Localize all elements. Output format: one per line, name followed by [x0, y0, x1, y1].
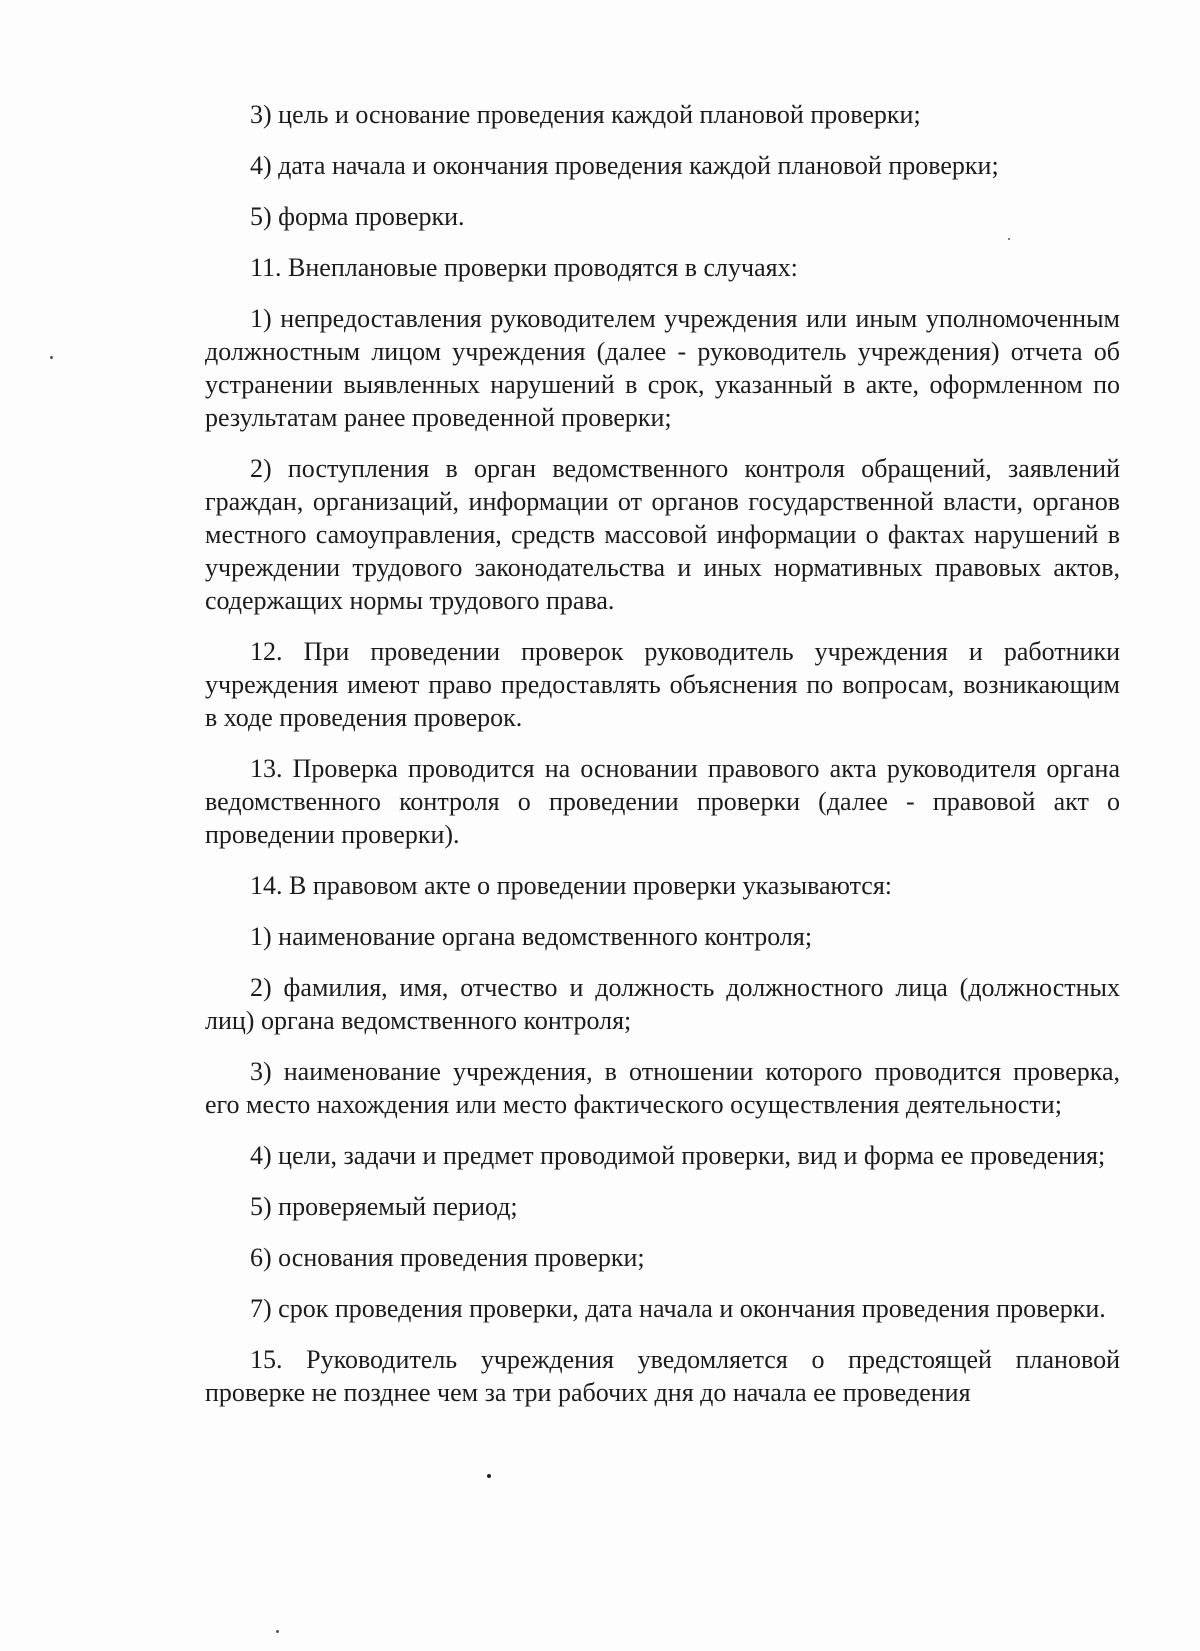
- paragraph-section-15: 15. Руководитель учреждения уведомляется о предстоящей плановой проверке не позднее чем за три рабочих дня до начала ее проведения: [205, 1345, 1120, 1407]
- paragraph-section-11-item-2: 2) поступления в орган ведомственного контроля обращений, заявлений граждан, организаций, информации от органов государственной власти, органов местного самоуправления, средств массовой информации о фактах нарушений в учреждении трудового законодательства и иных нормативных правовых актов, содержащих нормы трудового права.: [205, 454, 1120, 615]
- paragraph-section-14-item-5: 5) проверяемый период;: [250, 1192, 518, 1221]
- paragraph-section-14-item-6: 6) основания проведения проверки;: [250, 1243, 645, 1272]
- document-body: [205, 98, 1120, 1427]
- paragraph-section-13: 13. Проверка проводится на основании правового акта руководителя органа ведомственного контроля о проведении проверки (далее - правовой акт о проведении проверки).: [205, 754, 1120, 849]
- paragraph-section-14-item-1: 1) наименование органа ведомственного контроля;: [250, 922, 813, 951]
- paragraph-section-14-item-3: 3) наименование учреждения, в отношении которого проводится проверка, его место нахождения или место фактического осуществления деятельности;: [205, 1057, 1120, 1119]
- paragraph-section-14-item-7: 7) срок проведения проверки, дата начала и окончания проведения проверки.: [250, 1294, 1106, 1323]
- paragraph-section-14: 14. В правовом акте о проведении проверки указываются:: [250, 871, 893, 900]
- paragraph-section-14-item-4: 4) цели, задачи и предмет проводимой проверки, вид и форма ее проведения;: [250, 1141, 1106, 1170]
- paragraph-item-3: 3) цель и основание проведения каждой плановой проверки;: [250, 100, 921, 129]
- scan-speck: [487, 1474, 491, 1478]
- paragraph-item-5: 5) форма проверки.: [250, 202, 465, 231]
- paragraph-section-11-item-1: 1) непредоставления руководителем учреждения или иным уполномоченным должностным лицом учреждения (далее - руководитель учреждения) отчета об устранении выявленных нарушений в срок, указанный в акте, оформленном по результатам ранее проведенной проверки;: [205, 304, 1120, 432]
- paragraph-section-12: 12. При проведении проверок руководитель учреждения и работники учреждения имеют право предоставлять объяснения по вопросам, возникающим в ходе проведения проверок.: [205, 637, 1120, 732]
- paragraph-section-14-item-2: 2) фамилия, имя, отчество и должность должностного лица (должностных лиц) органа ведомственного контроля;: [205, 973, 1120, 1035]
- paragraph-section-11: 11. Внеплановые проверки проводятся в случаях:: [250, 253, 798, 282]
- scan-speck: [1008, 238, 1010, 240]
- scan-speck: [276, 1630, 279, 1633]
- scan-speck: [50, 356, 53, 359]
- paragraph-item-4: 4) дата начала и окончания проведения каждой плановой проверки;: [250, 151, 999, 180]
